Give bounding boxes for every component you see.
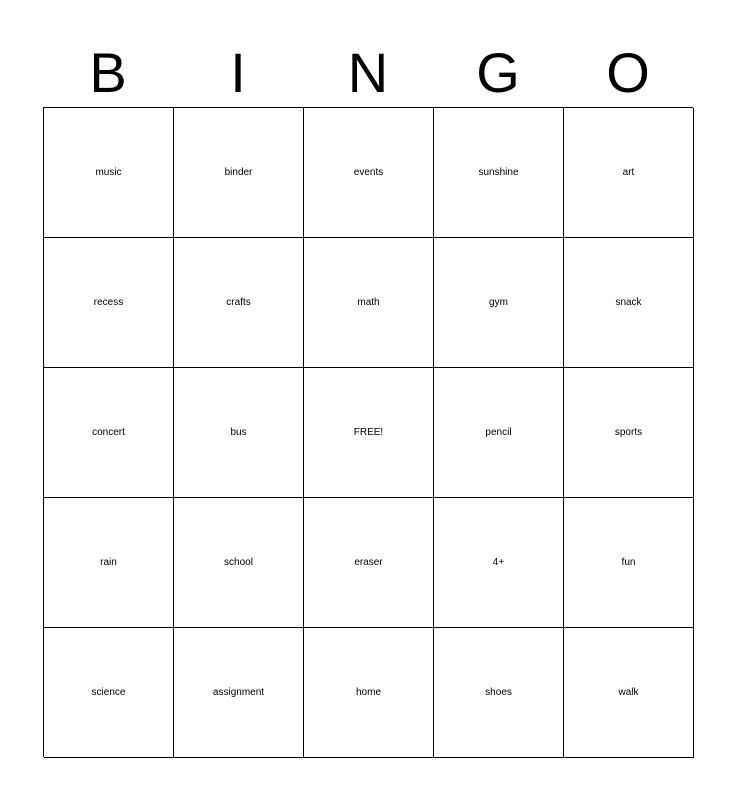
bingo-board — [43, 107, 693, 757]
bingo-cell[interactable]: walk — [564, 628, 694, 758]
bingo-cell[interactable]: 4+ — [434, 498, 564, 628]
header-letter-n: N — [347, 41, 389, 104]
bingo-cell[interactable]: music — [44, 108, 174, 238]
bingo-cell[interactable]: science — [44, 628, 174, 758]
bingo-cell[interactable]: assignment — [174, 628, 304, 758]
bingo-cell[interactable]: sports — [564, 368, 694, 498]
bingo-cell[interactable]: gym — [434, 238, 564, 368]
bingo-cell[interactable]: eraser — [304, 498, 434, 628]
bingo-cell[interactable]: home — [304, 628, 434, 758]
bingo-cell[interactable]: math — [304, 238, 434, 368]
header-letter-o: O — [606, 41, 650, 104]
bingo-cell[interactable]: fun — [564, 498, 694, 628]
bingo-cell[interactable]: pencil — [434, 368, 564, 498]
bingo-cell[interactable]: concert — [44, 368, 174, 498]
bingo-cell[interactable]: snack — [564, 238, 694, 368]
header-letter-b: B — [89, 41, 127, 104]
bingo-cell[interactable]: sunshine — [434, 108, 564, 238]
bingo-cell[interactable]: art — [564, 108, 694, 238]
header-letter-g: G — [476, 41, 520, 104]
bingo-cell[interactable]: events — [304, 108, 434, 238]
bingo-cell[interactable]: rain — [44, 498, 174, 628]
bingo-cell[interactable]: bus — [174, 368, 304, 498]
bingo-header — [43, 38, 693, 108]
bingo-cell[interactable]: shoes — [434, 628, 564, 758]
bingo-cell[interactable]: binder — [174, 108, 304, 238]
bingo-cell-free-space[interactable]: FREE! — [304, 368, 434, 498]
bingo-cell[interactable]: recess — [44, 238, 174, 368]
bingo-cell[interactable]: crafts — [174, 238, 304, 368]
header-letter-i: I — [230, 41, 246, 104]
bingo-cell[interactable]: school — [174, 498, 304, 628]
